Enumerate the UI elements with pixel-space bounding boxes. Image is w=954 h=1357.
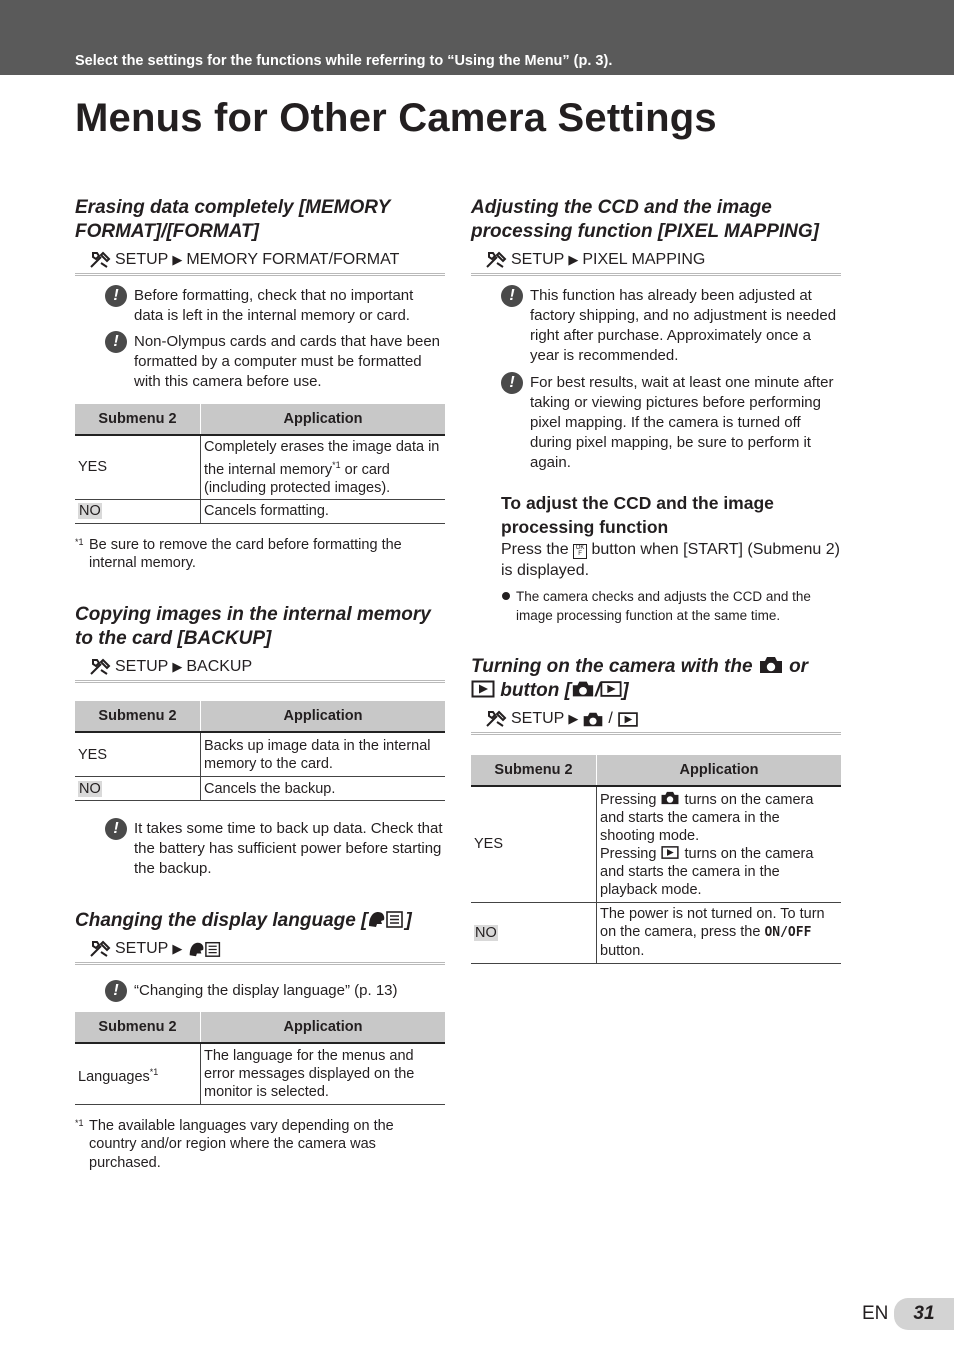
- caution-icon: !: [105, 285, 127, 307]
- section-title-text: button [: [500, 680, 571, 701]
- playback-icon: [617, 711, 639, 728]
- menu-path: [471, 249, 841, 276]
- right-column: [471, 196, 841, 964]
- setup-tool-icon: [89, 940, 111, 958]
- column-header: Submenu 2: [75, 404, 201, 435]
- header-bar: [0, 0, 954, 75]
- path-setup-label: SETUP: [511, 710, 565, 727]
- application-text: turns on the camera and starts the camera in the shooting mode.: [600, 791, 814, 844]
- table-row: [75, 499, 445, 523]
- application-text: Pressing: [600, 845, 657, 862]
- left-column: [75, 196, 445, 1172]
- path-setup-label: SETUP: [511, 251, 565, 268]
- column-header: Application: [201, 404, 446, 435]
- bullet-dot: [502, 592, 510, 600]
- table-row: [75, 732, 445, 777]
- table-row: [75, 777, 445, 801]
- caution-note: [105, 981, 445, 1002]
- footnote-mark: *1: [75, 536, 84, 547]
- path-setup-label: SETUP: [115, 251, 169, 268]
- application-cell: Cancels formatting.: [201, 499, 446, 523]
- submenu-option-label: NO: [79, 503, 101, 520]
- footnote: [75, 536, 445, 573]
- submenu-option: YES: [75, 732, 201, 777]
- submenu-table: [75, 1012, 445, 1105]
- submenu-option: [75, 1043, 201, 1104]
- language-code: EN: [862, 1303, 889, 1324]
- section-pixel-mapping: [471, 196, 841, 625]
- application-cell: Cancels the backup.: [201, 777, 446, 801]
- footnote-ref: *1: [332, 460, 341, 470]
- menu-path: [75, 938, 445, 965]
- caution-note: [105, 819, 445, 879]
- application-text: The power is not turned on. To turn on the camera, press the: [600, 906, 825, 940]
- camera-shooting-icon: [758, 655, 784, 675]
- section-display-language: [75, 909, 445, 1172]
- procedure-text-part: button when [START] (Submenu 2) is displayed.: [501, 541, 840, 579]
- caution-text: Non-Olympus cards and cards that have been formatted by a computer must be formatted with this camera before use.: [134, 333, 440, 390]
- application-cell: The language for the menus and error messages displayed on the monitor is selected.: [201, 1043, 446, 1104]
- footnote-mark: *1: [75, 1117, 84, 1128]
- application-cell: [597, 786, 842, 902]
- table-header-row: [75, 404, 445, 435]
- application-text: turns on the camera and starts the camera in the playback mode.: [600, 845, 814, 898]
- application-text: button.: [600, 943, 645, 959]
- submenu-option: [471, 902, 597, 963]
- caution-text: Before formatting, check that no important data is left in the internal memory or card.: [134, 287, 414, 324]
- column-header: Application: [201, 1012, 446, 1043]
- footnote: [75, 1117, 445, 1173]
- submenu-table: [471, 755, 841, 964]
- submenu-table: [75, 404, 445, 524]
- setup-tool-icon: [89, 658, 111, 676]
- playback-icon: [471, 679, 495, 699]
- playback-icon: [660, 845, 680, 860]
- section-title-text: Turning on the camera with the: [471, 656, 753, 677]
- caution-icon: !: [501, 285, 523, 307]
- page-title: Menus for Other Camera Settings: [75, 96, 717, 140]
- path-setup-label: SETUP: [115, 657, 169, 675]
- setup-tool-icon: [89, 251, 111, 269]
- caution-icon: !: [501, 372, 523, 394]
- triangle-arrow-icon: ▶: [568, 252, 579, 267]
- setup-tool-icon: [485, 251, 507, 269]
- section-memory-format: [75, 196, 445, 573]
- camera-shooting-icon: [571, 679, 595, 699]
- column-header: Submenu 2: [75, 701, 201, 732]
- section-title-text: Changing the display language [: [75, 910, 368, 932]
- caution-note: [105, 332, 445, 392]
- path-item-label: MEMORY FORMAT/FORMAT: [186, 251, 400, 268]
- section-title-text: or: [789, 656, 809, 677]
- caution-text: It takes some time to back up data. Check that the battery has sufficient power before starting the backup.: [134, 820, 443, 878]
- application-cell: Backs up image data in the internal memory to the card.: [201, 732, 446, 777]
- submenu-option-label: Languages: [78, 1068, 150, 1085]
- header-instruction: Select the settings for the functions while referring to “Using the Menu” (p. 3).: [75, 53, 613, 69]
- triangle-arrow-icon: ▶: [172, 941, 183, 957]
- submenu-option-label: NO: [79, 780, 101, 797]
- section-backup: [75, 603, 445, 880]
- caution-text: “Changing the display language” (p. 13): [134, 982, 398, 1000]
- submenu-option-label: NO: [475, 924, 497, 941]
- caution-icon: !: [105, 818, 127, 840]
- triangle-arrow-icon: ▶: [568, 711, 579, 726]
- footnote-text: Be sure to remove the card before formatting the internal memory.: [89, 536, 402, 572]
- table-row: [75, 1043, 445, 1104]
- table-header-row: [75, 701, 445, 732]
- bullet-text: The camera checks and adjusts the CCD and the image processing function at the same time.: [516, 589, 811, 623]
- submenu-option: [75, 777, 201, 801]
- footnote-text: The available languages vary depending on the country and/or region where the camera was purchased.: [89, 1117, 394, 1171]
- column-header: Submenu 2: [75, 1012, 201, 1043]
- setup-tool-icon: [485, 710, 507, 728]
- section-title: Erasing data completely [MEMORY FORMAT]/[FORMAT]: [75, 197, 390, 242]
- column-header: Submenu 2: [471, 755, 597, 786]
- menu-path: [75, 656, 445, 683]
- section-title: Adjusting the CCD and the image processing function [PIXEL MAPPING]: [471, 197, 820, 242]
- triangle-arrow-icon: ▶: [172, 658, 183, 674]
- application-cell: [201, 435, 446, 499]
- menu-path: SETUP ▶ /: [471, 708, 841, 735]
- path-setup-label: SETUP: [115, 940, 169, 958]
- language-icon: [367, 909, 405, 929]
- application-cell: [597, 902, 842, 963]
- submenu-option: YES: [75, 435, 201, 499]
- section-title-text: ]: [622, 680, 629, 701]
- caution-note: [501, 373, 841, 473]
- caution-text: This function has already been adjusted at factory shipping, and no adjustment is needed right after purchase. Approximately once a year is recommended.: [530, 287, 837, 364]
- caution-icon: !: [105, 980, 127, 1002]
- section-title: Copying images in the internal memory to the card [BACKUP]: [75, 603, 431, 649]
- table-row: [471, 902, 841, 963]
- section-power-on: [471, 655, 841, 964]
- on-off-button-label: ON/OFF: [764, 925, 812, 940]
- section-title-text: ]: [405, 910, 412, 932]
- column-header: Application: [201, 701, 446, 732]
- triangle-arrow-icon: ▶: [172, 252, 183, 267]
- caution-text: For best results, wait at least one minute after taking or viewing pictures before performing pixel mapping. If the camera is turned off during pixel mapping, be sure to perform it again.: [530, 374, 834, 471]
- table-header-row: [75, 1012, 445, 1043]
- caution-note: [105, 286, 445, 326]
- footnote-ref: *1: [149, 1066, 159, 1077]
- path-item-label: PIXEL MAPPING: [582, 251, 706, 268]
- column-header: Application: [597, 755, 842, 786]
- menu-path: [75, 249, 445, 276]
- table-header-row: [471, 755, 841, 786]
- submenu-option: [75, 499, 201, 523]
- path-item-label: BACKUP: [186, 657, 253, 675]
- procedure-text: [501, 539, 841, 581]
- submenu-option: YES: [471, 786, 597, 902]
- page-number: 31: [894, 1298, 954, 1330]
- camera-shooting-icon: [582, 711, 604, 728]
- table-row: [75, 435, 445, 499]
- language-icon: [186, 940, 224, 958]
- section-title: Turning on the camera with the or button [ / ]: [471, 656, 809, 701]
- bullet-item: [501, 587, 841, 625]
- ok-func-button-icon: OK F: [573, 544, 587, 559]
- camera-shooting-icon: [660, 790, 680, 806]
- section-title: [75, 909, 445, 933]
- procedure-text-part: Press the: [501, 541, 569, 558]
- application-text: Pressing: [600, 791, 657, 808]
- application-text: Completely erases the image data in the internal memory: [204, 439, 440, 478]
- caution-icon: !: [105, 331, 127, 353]
- table-row: [471, 786, 841, 902]
- procedure-heading: To adjust the CCD and the image processing function: [501, 493, 774, 537]
- caution-note: [501, 286, 841, 366]
- submenu-table: [75, 701, 445, 802]
- application-text: or card (including protected images).: [204, 461, 391, 496]
- playback-icon: [600, 679, 622, 699]
